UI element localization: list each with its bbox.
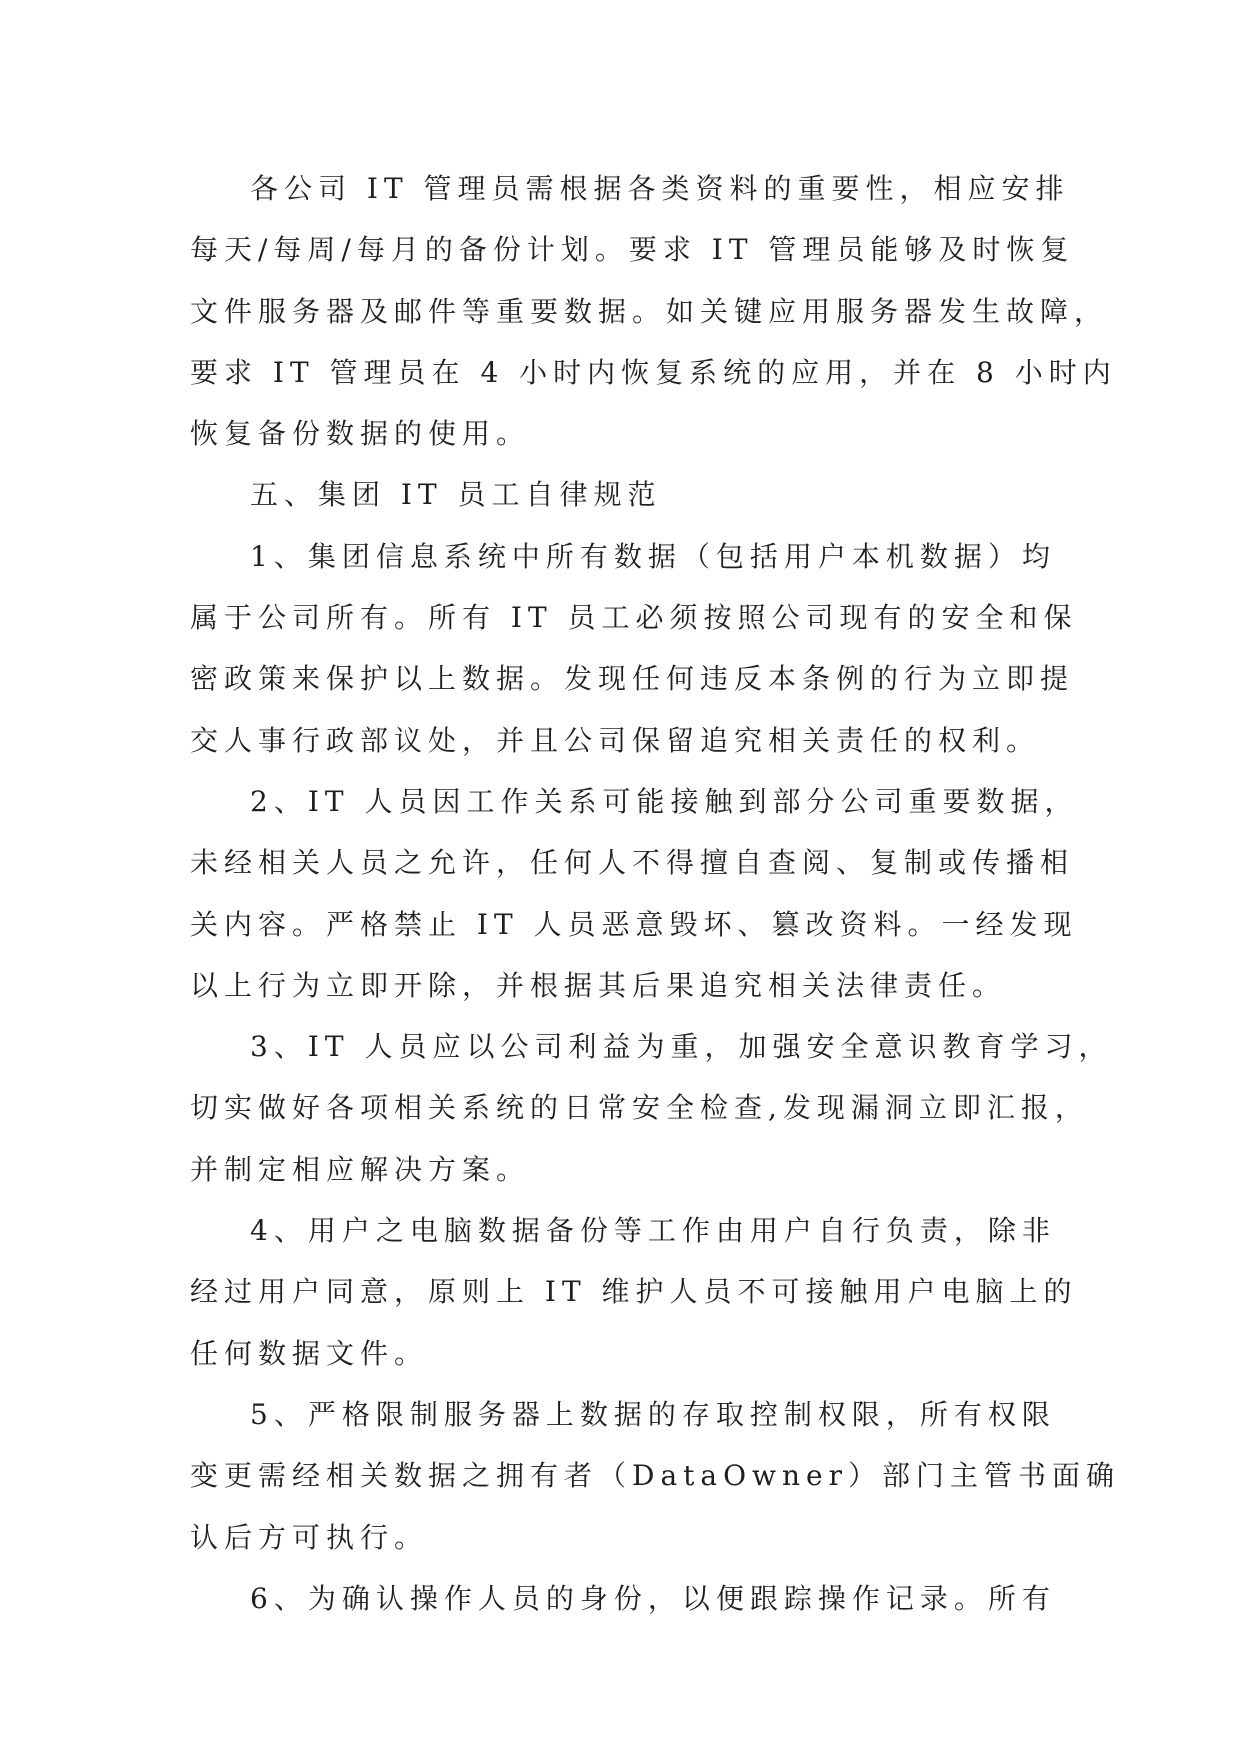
rule-3-line-3: 并制定相应解决方案。 bbox=[190, 1152, 531, 1186]
rule-4-line-2: 经过用户同意，原则上 IT 维护人员不可接触用户电脑上的 bbox=[190, 1275, 1078, 1309]
rule-1-line-1: 1、集团信息系统中所有数据（包括用户本机数据）均 bbox=[250, 539, 1056, 573]
paragraph-backup-plan-line-2: 每天/每周/每月的备份计划。要求 IT 管理员能够及时恢复 bbox=[190, 233, 1075, 267]
rule-4-line-1: 4、用户之电脑数据备份等工作由用户自行负责，除非 bbox=[250, 1214, 1056, 1248]
section-heading: 五、集团 IT 员工自律规范 bbox=[250, 478, 662, 512]
rule-3-line-1: 3、IT 人员应以公司利益为重，加强安全意识教育学习， bbox=[250, 1030, 1113, 1064]
rule-5-line-2: 变更需经相关数据之拥有者（DataOwner）部门主管书面确 bbox=[190, 1459, 1121, 1493]
rule-2-line-3: 关内容。严格禁止 IT 人员恶意毁坏、篡改资料。一经发现 bbox=[190, 907, 1078, 941]
paragraph-backup-plan-line-1: 各公司 IT 管理员需根据各类资料的重要性，相应安排 bbox=[250, 172, 1070, 205]
rule-6-line-1: 6、为确认操作人员的身份，以便跟踪操作记录。所有 bbox=[250, 1581, 1056, 1615]
paragraph-backup-plan-line-5: 恢复备份数据的使用。 bbox=[190, 417, 531, 451]
rule-5-line-3: 认后方可执行。 bbox=[190, 1520, 429, 1554]
paragraph-backup-plan-line-4: 要求 IT 管理员在 4 小时内恢复系统的应用，并在 8 小时内 bbox=[190, 355, 1117, 389]
rule-2-line-2: 未经相关人员之允许，任何人不得擅自查阅、复制或传播相 bbox=[190, 846, 1075, 880]
rule-4-line-3: 任何数据文件。 bbox=[190, 1336, 429, 1370]
rule-1-line-2: 属于公司所有。所有 IT 员工必须按照公司现有的安全和保 bbox=[190, 601, 1078, 635]
rule-2-line-1: 2、IT 人员因工作关系可能接触到部分公司重要数据， bbox=[250, 784, 1079, 818]
document-body bbox=[190, 158, 1121, 1629]
rule-3-line-2: 切实做好各项相关系统的日常安全检查,发现漏洞立即汇报， bbox=[190, 1091, 1089, 1125]
paragraph-backup-plan-line-3: 文件服务器及邮件等重要数据。如关键应用服务器发生故障， bbox=[190, 294, 1109, 328]
rule-2-line-4: 以上行为立即开除，并根据其后果追究相关法律责任。 bbox=[190, 968, 1007, 1002]
rule-1-line-4: 交人事行政部议处，并且公司保留追究相关责任的权利。 bbox=[190, 723, 1041, 757]
rule-5-line-1: 5、严格限制服务器上数据的存取控制权限，所有权限 bbox=[250, 1397, 1056, 1431]
rule-1-line-3: 密政策来保护以上数据。发现任何违反本条例的行为立即提 bbox=[190, 662, 1075, 696]
